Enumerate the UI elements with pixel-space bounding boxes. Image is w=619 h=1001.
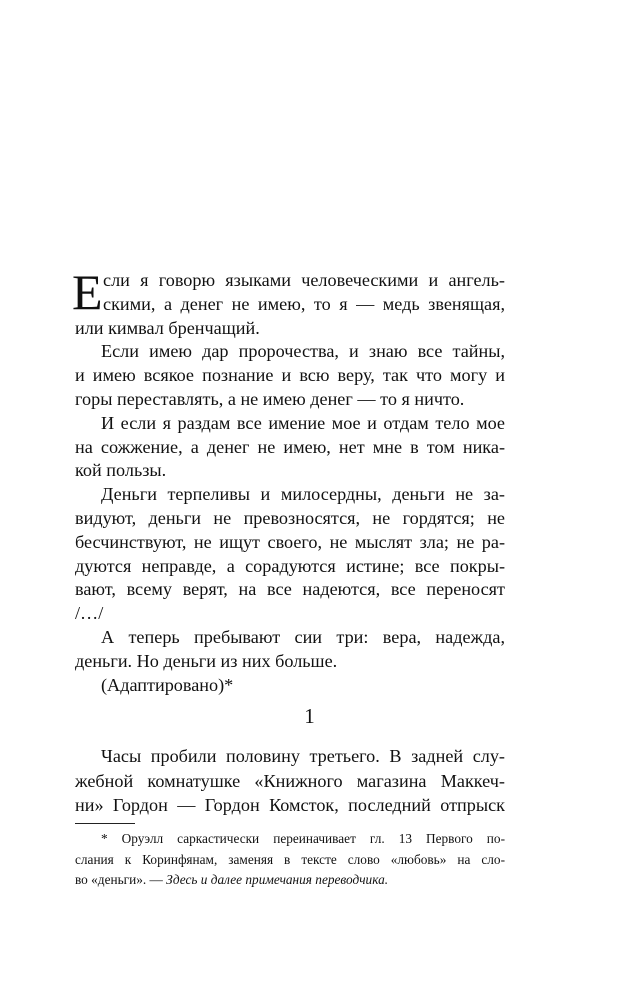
- epigraph-paragraph-1: [72, 264, 505, 340]
- epigraph-paragraph-5: [75, 626, 505, 674]
- chapter-line: Часы пробили половину третьего. В задней слу-: [101, 746, 505, 766]
- drop-cap-letter: Е: [72, 264, 103, 320]
- chapter-line: ни» Гордон — Гордон Комсток, последний отпрыск: [75, 795, 505, 815]
- epigraph-line: /…/: [75, 603, 104, 624]
- chapter-line: жебной комнатушке «Книжного магазина Маккеч-: [75, 770, 505, 791]
- epigraph-line: А теперь пребывают сии три: вера, надежда,: [101, 626, 505, 647]
- epigraph-line: скими, а денег не имею, то я — медь звенящая,: [103, 293, 505, 314]
- epigraph-source: [75, 674, 505, 698]
- epigraph-line: (Адаптировано)*: [101, 674, 234, 695]
- epigraph-line: и имею всякое познание и всю веру, так что могу и: [75, 365, 505, 386]
- epigraph-line: Деньги терпеливы и милосердны, деньги не за-: [101, 484, 505, 505]
- footnote-line: слания к Коринфянам, заменяя в тексте слово «любовь» на сло-: [75, 851, 505, 867]
- epigraph-line: горы переставлять, а не имею денег — то я ничто.: [75, 388, 465, 409]
- epigraph: [72, 264, 505, 697]
- epigraph-line: видуют, деньги не превозносятся, не гордятся; не: [75, 507, 505, 528]
- footnote: [75, 829, 505, 891]
- epigraph-line: дуются неправде, а сорадуются истине; все покры-: [75, 555, 505, 576]
- footnote-text: во «деньги». —: [75, 872, 167, 887]
- epigraph-line: или кимвал бренчащий.: [75, 317, 260, 338]
- epigraph-line: на сожжение, а денег не имею, нет мне в том ника-: [75, 436, 505, 457]
- epigraph-line: деньги. Но деньги из них больше.: [75, 650, 338, 671]
- footnote-translator-note: Здесь и далее примечания переводчика.: [166, 872, 389, 887]
- epigraph-paragraph-3: [75, 412, 505, 483]
- epigraph-line: Е сли я говорю языками человеческими и ангель-: [72, 264, 505, 320]
- footnote-line: [75, 870, 505, 891]
- chapter-number: 1: [304, 704, 315, 728]
- footnote-divider: [75, 823, 135, 824]
- epigraph-line: вают, всему верят, на все надеются, все переносят: [75, 579, 505, 600]
- epigraph-line: бесчинствуют, не ищут своего, не мыслят зла; не ра-: [75, 531, 505, 552]
- epigraph-paragraph-4: [75, 483, 505, 626]
- footnote-line: * Оруэлл саркастически переиначивает гл. 13 Первого по-: [101, 831, 505, 846]
- epigraph-line: Если имею дар пророчества, и знаю все тайны,: [101, 341, 505, 362]
- epigraph-paragraph-2: [75, 340, 505, 411]
- chapter-text: [75, 744, 505, 818]
- epigraph-line: И если я раздам все имение мое и отдам тело мое: [101, 412, 505, 433]
- epigraph-line: кой пользы.: [75, 460, 167, 481]
